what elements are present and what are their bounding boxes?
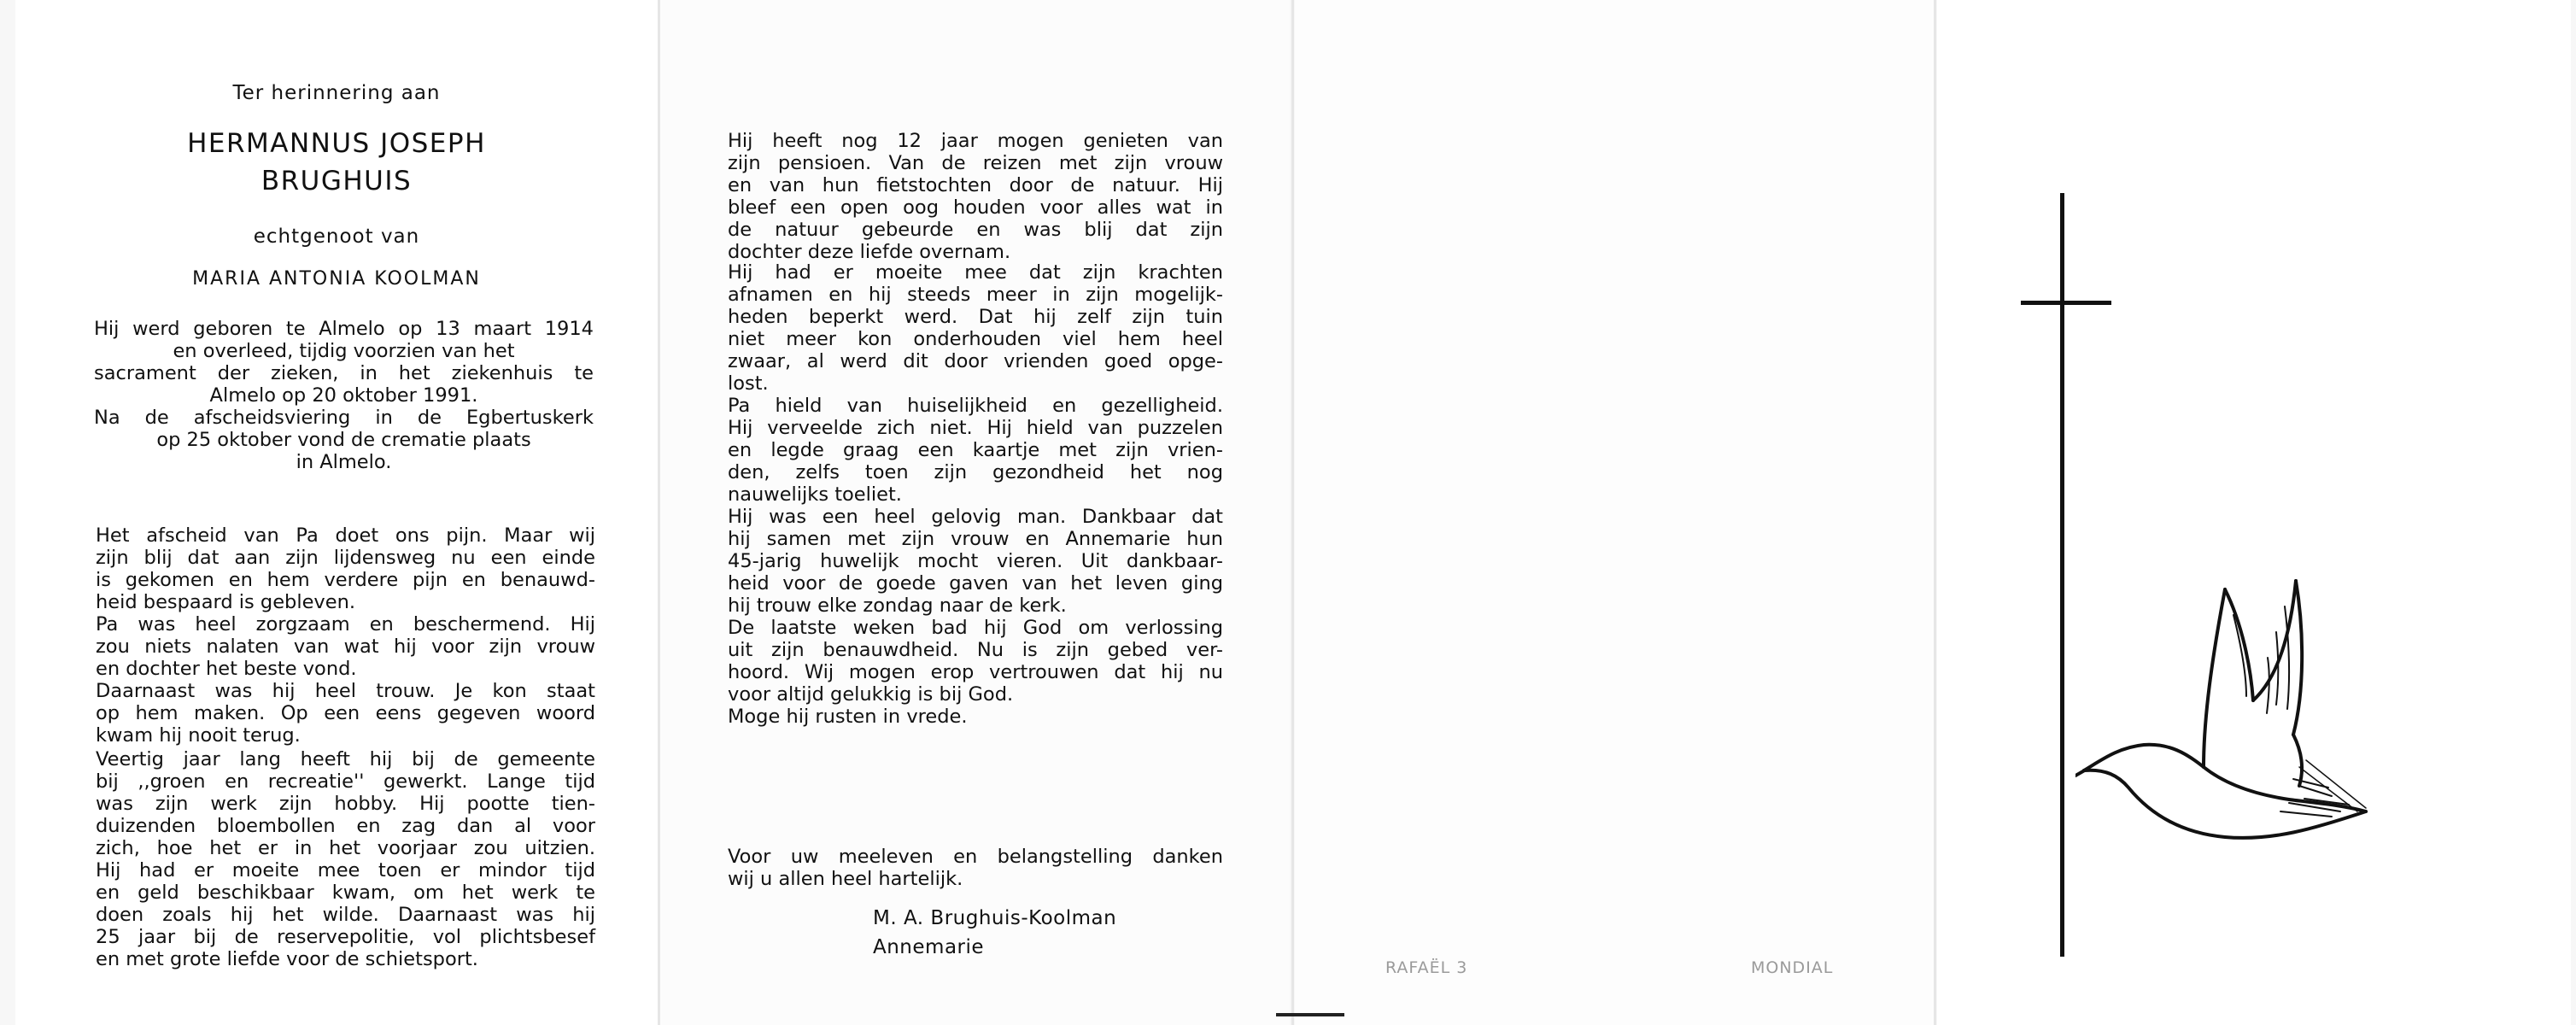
text-line: en geld beschikbaar kwam, om het werk te	[96, 882, 595, 904]
printer-mark-left: RAFAËL 3	[1385, 958, 1468, 977]
body-paragraph	[728, 261, 1223, 395]
body-paragraph	[96, 748, 595, 970]
text-line: Hij verveelde zich niet. Hij hield van puzzelen	[728, 417, 1223, 439]
text-line: Daarnaast was hij heel trouw. Je kon staat	[96, 680, 595, 702]
text-line: hoord. Wij mogen erop vertrouwen dat hij nu	[728, 661, 1223, 683]
signature-line-1: M. A. Brughuis-Koolman	[873, 907, 1117, 929]
fold-mark	[1276, 1013, 1344, 1016]
text-line: bleef een open oog houden voor alles wat in	[728, 196, 1223, 219]
text-line: Hij heeft nog 12 jaar mogen genieten van	[728, 130, 1223, 152]
text-line: niet meer kon onderhouden viel hem heel	[728, 328, 1223, 350]
card-panel-far-right	[1937, 0, 2571, 1025]
text-line: afnamen en hij steeds meer in zijn mogelijk-	[728, 284, 1223, 306]
intro-line: Ter herinnering aan	[232, 82, 441, 104]
text-line: sacrament der zieken, in het ziekenhuis te	[94, 362, 594, 384]
dove-icon	[2075, 555, 2383, 854]
text-line: bij ,,groen en recreatie'' gewerkt. Lange tijd	[96, 770, 595, 793]
text-line: Almelo op 20 oktober 1991.	[209, 384, 478, 407]
text-line: heid voor de goede gaven van het leven ging	[728, 572, 1223, 594]
text-line: heid bespaard is gebleven.	[96, 591, 355, 613]
text-line: was zijn werk zijn hobby. Hij pootte tien-	[96, 793, 595, 815]
signature-line-2: Annemarie	[873, 936, 985, 958]
text-line: Moge hij rusten in vrede.	[728, 706, 968, 728]
body-paragraph	[96, 613, 595, 680]
thanks-paragraph	[728, 846, 1223, 890]
text-line: op 25 oktober vond de crematie plaats	[156, 429, 531, 451]
text-line: Het afscheid van Pa doet ons pijn. Maar wij	[96, 524, 595, 547]
text-line: Voor uw meeleven en belangstelling danken	[728, 846, 1223, 868]
text-line: hij samen met zijn vrouw en Annemarie hun	[728, 528, 1223, 550]
text-line: heden beperkt werd. Dat hij zelf zijn tuin	[728, 306, 1223, 328]
text-line: en dochter het beste vond.	[96, 658, 357, 680]
text-line: Hij had er moeite mee toen er mindor tijd	[96, 859, 595, 882]
text-line: zijn blij dat aan zijn lijdensweg nu een einde	[96, 547, 595, 569]
text-line: 25 jaar bij de reservepolitie, vol plichtsbesef	[96, 926, 595, 948]
text-line: voor altijd gelukkig is bij God.	[728, 683, 1014, 706]
text-line: Pa hield van huiselijkheid en gezelligheid.	[728, 395, 1223, 417]
text-line: Veertig jaar lang heeft hij bij de gemeente	[96, 748, 595, 770]
body-paragraph	[728, 395, 1223, 506]
text-line: dochter deze liefde overnam.	[728, 241, 1011, 263]
cross-bar	[2021, 301, 2111, 305]
signature-block	[873, 904, 1116, 962]
body-paragraph	[728, 617, 1223, 706]
text-line: doen zoals hij het wilde. Daarnaast was hij	[96, 904, 595, 926]
fold-line	[1291, 0, 1294, 1025]
printer-mark-right: MONDIAL	[1751, 958, 1834, 977]
cross-icon	[2060, 193, 2064, 957]
fold-line	[1934, 0, 1936, 1025]
text-line: Pa was heel zorgzaam en beschermend. Hij	[96, 613, 595, 636]
spouse-name: MARIA ANTONIA KOOLMAN	[192, 268, 481, 290]
text-line: Hij werd geboren te Almelo op 13 maart 1914	[94, 318, 594, 340]
body-paragraph	[96, 524, 595, 613]
body-paragraph	[728, 506, 1223, 617]
text-line: kwam hij nooit terug.	[96, 724, 301, 747]
text-line: is gekomen en hem verdere pijn en benauwd-	[96, 569, 595, 591]
body-paragraph	[728, 130, 1223, 263]
text-line: Hij had er moeite mee dat zijn krachten	[728, 261, 1223, 284]
card-panel-right	[1295, 0, 1935, 1025]
text-line: zou niets nalaten van wat hij voor zijn vrouw	[96, 636, 595, 658]
text-line: Na de afscheidsviering in de Egbertuskerk	[94, 407, 594, 429]
text-line: lost.	[728, 372, 769, 395]
text-line: zijn pensioen. Van de reizen met zijn vrouw	[728, 152, 1223, 174]
text-line: wij u allen heel hartelijk.	[728, 868, 963, 890]
deceased-surname: BRUGHUIS	[261, 166, 413, 196]
text-line: en van hun fietstochten door de natuur. Hij	[728, 174, 1223, 196]
text-line: de natuur gebeurde en was blij dat zijn	[728, 219, 1223, 241]
text-line: den, zelfs toen zijn gezondheid het nog	[728, 461, 1223, 483]
text-line: uit zijn benauwdheid. Nu is zijn gebed ver-	[728, 639, 1223, 661]
text-line: zich, hoe het er in het voorjaar zou uitzien.	[96, 837, 595, 859]
text-line: hij trouw elke zondag naar de kerk.	[728, 594, 1067, 617]
text-line: De laatste weken bad hij God om verlossing	[728, 617, 1223, 639]
text-line: Hij was een heel gelovig man. Dankbaar dat	[728, 506, 1223, 528]
text-line: op hem maken. Op een eens gegeven woord	[96, 702, 595, 724]
text-line: in Almelo.	[296, 451, 392, 473]
text-line: en met grote liefde voor de schietsport.	[96, 948, 478, 970]
biography-paragraph	[94, 318, 594, 473]
text-line: 45-jarig huwelijk mocht vieren. Uit dankbaar-	[728, 550, 1223, 572]
relation-line: echtgenoot van	[253, 226, 420, 248]
deceased-first-names: HERMANNUS JOSEPH	[187, 128, 486, 159]
fold-line	[658, 0, 660, 1025]
text-line: en overleed, tijdig voorzien van het	[173, 340, 515, 362]
closing-line	[728, 706, 1223, 728]
text-line: en legde graag een kaartje met zijn vrien-	[728, 439, 1223, 461]
text-line: zwaar, al werd dit door vrienden goed opge-	[728, 350, 1223, 372]
body-paragraph	[96, 680, 595, 747]
text-line: duizenden bloembollen en zag dan al voor	[96, 815, 595, 837]
text-line: nauwelijks toeliet.	[728, 483, 902, 506]
